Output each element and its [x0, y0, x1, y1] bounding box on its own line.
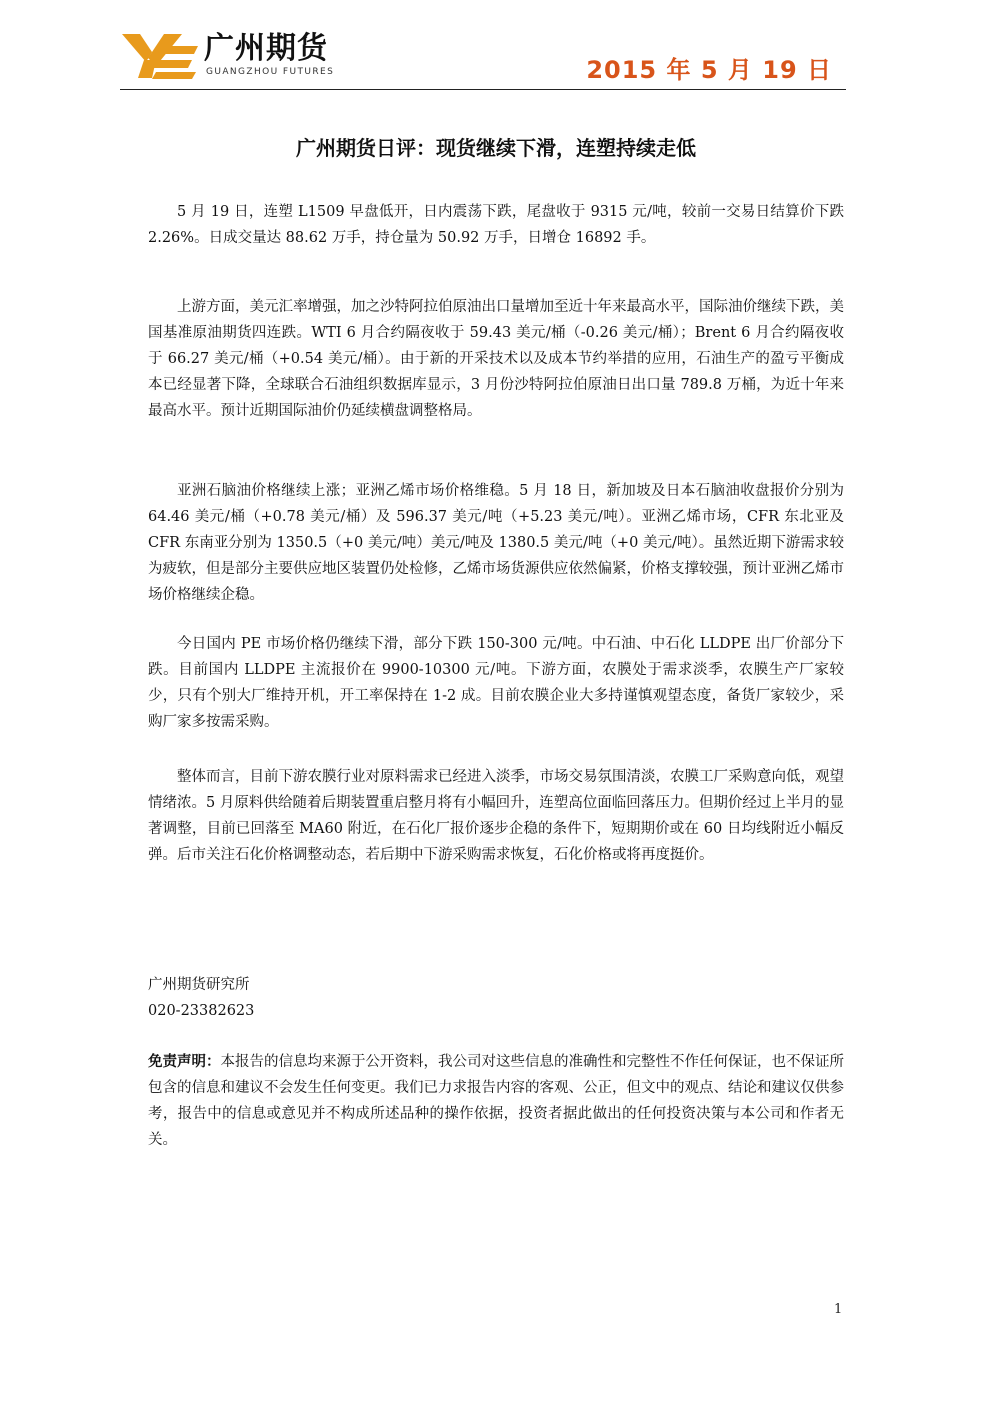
- ye-logo-icon: [122, 32, 198, 80]
- paragraph-asia-market: 亚洲石脑油价格继续上涨；亚洲乙烯市场价格维稳。5 月 18 日，新加坡及日本石脑油收盘报价分别为 64.46 美元/桶（+0.78 美元/桶）及 596.37 美元/吨（+5.23 美元/吨）。亚洲乙烯市场，CFR 东北亚及 CFR 东南亚分别为 1350.5（+0 美元/吨）美元/吨及 1380.5 美元/吨（+0 美元/吨）。虽然近期下游需求较为疲软，但是部分主要供应地区装置仍处检修，乙烯市场货源供应依然偏紧，价格支撑较强，预计亚洲乙烯市场价格继续企稳。: [148, 483, 844, 603]
- logo-english-name: GUANGZHOU FUTURES: [206, 67, 335, 77]
- company-logo: [120, 28, 360, 84]
- disclaimer: [148, 1049, 844, 1153]
- disclaimer-label: 免责声明：: [148, 1054, 221, 1070]
- report-title: 广州期货日评：现货继续下滑，连塑持续走低: [296, 136, 696, 160]
- signature-org: 广州期货研究所: [148, 977, 250, 993]
- report-date: 2015 年 5 月 19 日: [586, 56, 832, 84]
- header-divider: [120, 89, 846, 90]
- paragraph-conclusion: 整体而言，目前下游农膜行业对原料需求已经进入淡季，市场交易氛围清淡，农膜工厂采购意向低，观望情绪浓。5 月原料供给随着后期装置重启整月将有小幅回升，连塑高位面临回落压力。但期价经过上半月的显著调整，目前已回落至 MA60 附近，在石化厂报价逐步企稳的条件下，短期期价或在 60 日均线附近小幅反弹。后市关注石化价格调整动态，若后期中下游采购需求恢复，石化价格或将再度挺价。: [148, 769, 844, 863]
- disclaimer-text: 本报告的信息均来源于公开资料，我公司对这些信息的准确性和完整性不作任何保证，也不保证所包含的信息和建议不会发生任何变更。我们已力求报告内容的客观、公正，但文中的观点、结论和建议仅供参考，报告中的信息或意见并不构成所述品种的操作依据，投资者据此做出的任何投资决策与本公司和作者无关。: [148, 1054, 844, 1148]
- paragraph-market-summary: 5 月 19 日，连塑 L1509 早盘低开，日内震荡下跌，尾盘收于 9315 元/吨，较前一交易日结算价下跌 2.26%。日成交量达 88.62 万手，持仓量为 50.92 万手，日增仓 16892 手。: [148, 204, 844, 246]
- signature-phone: 020-23382623: [148, 1003, 255, 1019]
- logo-chinese-name: 广州期货: [204, 31, 328, 66]
- page-number: 1: [834, 1302, 843, 1317]
- paragraph-upstream: 上游方面，美元汇率增强，加之沙特阿拉伯原油出口量增加至近十年来最高水平，国际油价继续下跌，美国基准原油期货四连跌。WTI 6 月合约隔夜收于 59.43 美元/桶（-0.26 美元/桶）；Brent 6 月合约隔夜收于 66.27 美元/桶（+0.54 美元/桶）。由于新的开采技术以及成本节约举措的应用，石油生产的盈亏平衡成本已经显著下降，全球联合石油组织数据库显示，3 月份沙特阿拉伯原油日出口量 789.8 万桶，为近十年来最高水平。预计近期国际油价仍延续横盘调整格局。: [148, 299, 844, 419]
- page-header: [120, 28, 846, 90]
- paragraph-domestic-pe: 今日国内 PE 市场价格仍继续下滑，部分下跌 150-300 元/吨。中石油、中石化 LLDPE 出厂价部分下跌。目前国内 LLDPE 主流报价在 9900-10300 元/吨。下游方面，农膜处于需求淡季，农膜生产厂家较少，只有个别大厂维持开机，开工率保持在 1-2 成。目前农膜企业大多持谨慎观望态度，备货厂家较少，采购厂家多按需采购。: [148, 636, 844, 730]
